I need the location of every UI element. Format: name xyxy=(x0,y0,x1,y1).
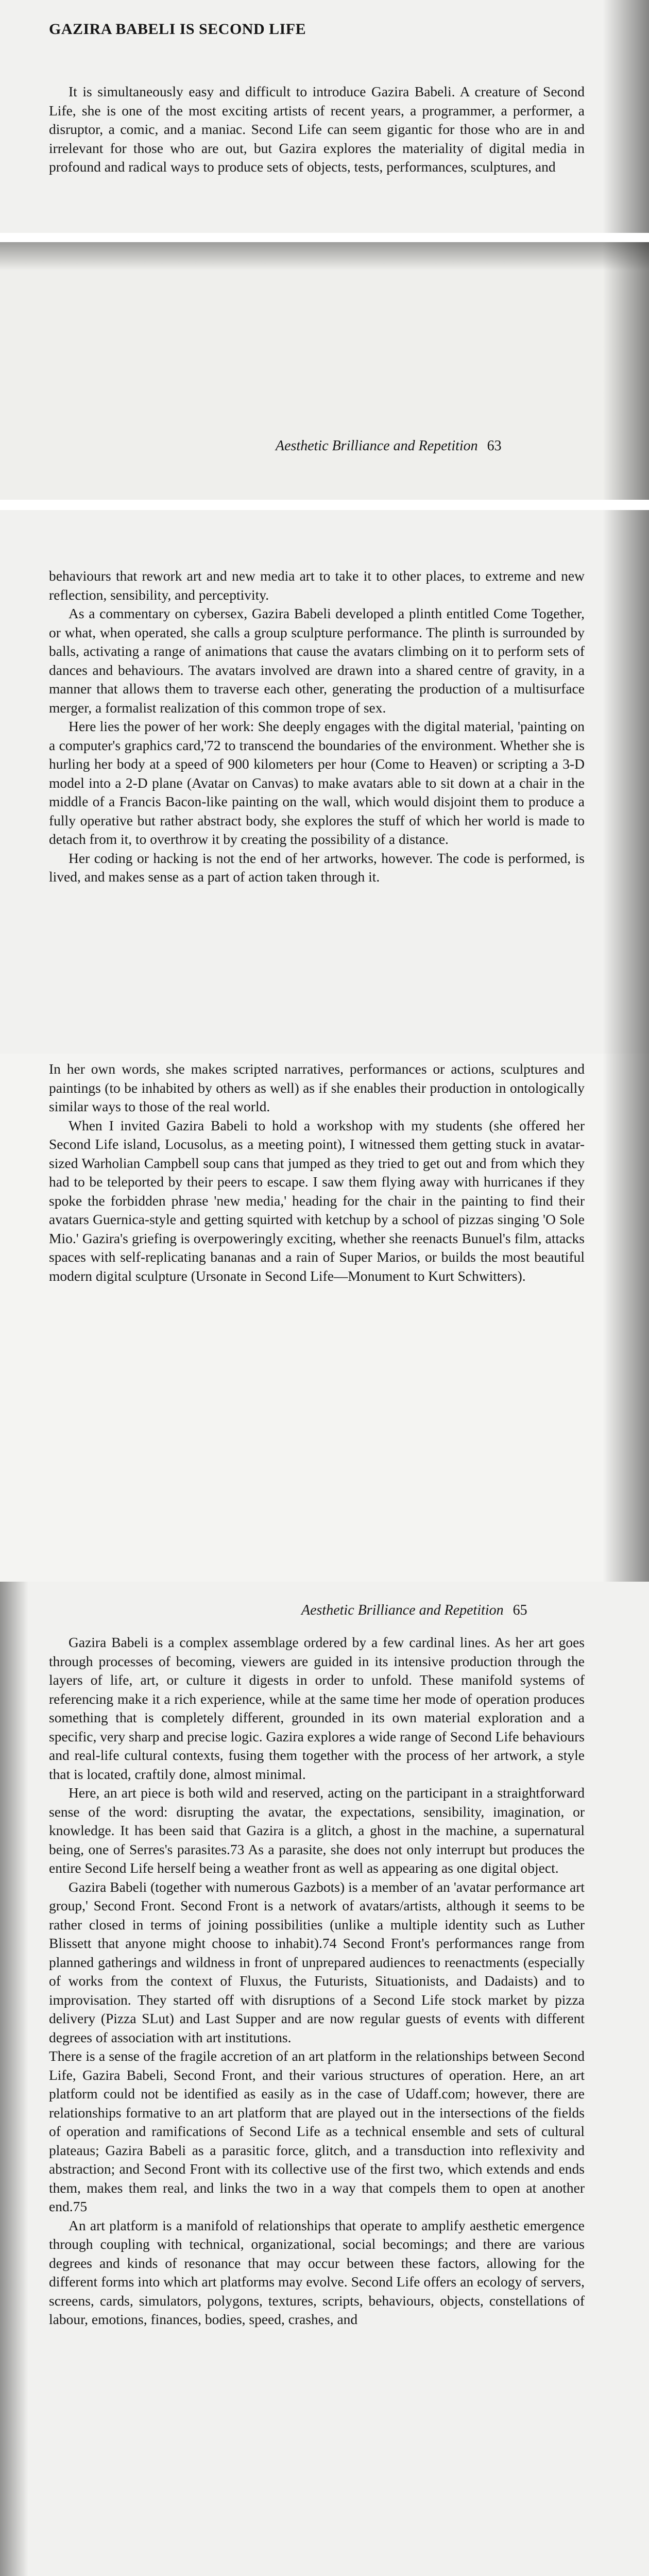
running-head xyxy=(276,438,502,454)
paragraph: An art platform is a manifold of relationships that operate to amplify aesthetic emergence through coupling with technical, organizational, social becomings; and there are various degrees and kinds of resonance that may occur between these factors, allowing for the different forms into which art platforms may evolve. Second Life offers an ecology of servers, screens, cards, simulators, polygons, textures, scripts, behaviours, objects, constellations of labour, emotions, finances, bodies, speed, crashes, and xyxy=(49,2217,585,2327)
paragraph: There is a sense of the fragile accretion of an art platform in the relationships between Second Life, Gazira Babeli, Second Front, and their various structures of operation. Here, an art platform could not be identified as easily as in the case of Udaff.com; however, there are relationships formative to an art platform that are played out in the intersections of the fields of operation and ramifications of Second Life as a technical ensemble and sets of cultural plateaus; Gazira Babeli as a parasitic force, glitch, and a transduction into reflexivity and abstraction; and Second Front with its collective use of the first two, which extends and ends them, makes them real, and links the two in a way that compels them to open at another end.75 xyxy=(49,2048,585,2214)
paragraph: Gazira Babeli (together with numerous Gazbots) is a member of an 'avatar performance art group,' Second Front. Second Front is a network of avatars/artists, although it seems to be rather closed in terms of joining possibilities (unlike a multiple identity such as Luther Blissett that anyone might choose to inhabit).74 Second Front's performances range from planned gatherings and wildness in front of unprepared audiences to reenactments (especially of works from the context of Fluxus, the Futurists, Situationists, and Dadaists) and to improvisation. They started off with disruptions of a Second Life stock market by pizza delivery (Pizza SLut) and Last Supper and are now regular guests of events with different degrees of association with art institutions. xyxy=(49,1878,585,2045)
body-text xyxy=(49,1633,585,2329)
paragraph: Her coding or hacking is not the end of her artworks, however. The code is performed, is lived, and makes sense as a part of action taken through it. xyxy=(49,850,585,885)
paragraph: As a commentary on cybersex, Gazira Babeli developed a plinth entitled Come Together, or what, when operated, she calls a group sculpture performance. The plinth is surrounded by balls, activating a range of animations that cause the avatars climbing on it to perform sets of dances and behaviours. The avatars involved are drawn into a shared centre of gravity, in a manner that allows them to traverse each other, generating the production of a multisurface merger, a formalist realization of this common trope of sex. xyxy=(49,605,585,716)
paragraph: It is simultaneously easy and difficult to introduce Gazira Babeli. A creature of Second Life, she is one of the most exciting artists of recent years, a programmer, a performer, a disruptor, a comic, and a maniac. Second Life can seem gigantic for those who are in and irrelevant for those who are out, but Gazira explores the materiality of digital media in profound and radical ways to produce sets of objects, tests, performances, sculptures, and xyxy=(49,83,585,175)
page-fragment-4 xyxy=(0,1054,649,1587)
running-head xyxy=(301,1602,527,1619)
body-text xyxy=(49,82,585,177)
paragraph: Here, an art piece is both wild and reserved, acting on the participant in a straightforward sense of the word: disrupting the avatar, the expectations, sensibility, imagination, or knowledge. It has been said that Gazira is a glitch, a ghost in the machine, a supernatural being, one of Serres's parasites.73 As a parasite, she does not only interrupt but produces the entire Second Life herself being a weather front as well as appearing as one digital object. xyxy=(49,1785,585,1876)
running-head: GAZIRA BABELI IS SECOND LIFE xyxy=(49,21,306,38)
paragraph: In her own words, she makes scripted narratives, performances or actions, sculptures and paintings (to be inhabited by others as well) as if she enables their production in ontologically similar ways to those of the real world. xyxy=(49,1061,585,1114)
page-number: 63 xyxy=(487,438,502,454)
paragraph: When I invited Gazira Babeli to hold a workshop with my students (she offered her Second Life island, Locusolus, as a meeting point), I witnessed them getting stuck in avatar-sized Warholian Campbell soup cans that jumped as they tried to get out and from which they had to be teleported by their peers to escape. I saw them flying away with hurricanes if they spoke the forbidden phrase 'new media,' heading for the chair in the painting to find their avatars Guernica-style and getting squirted with ketchup by a school of pizzas singing 'O Sole Mio.' Gazira's griefing is overpoweringly exciting, whether she reenacts Bunuel's film, attacks spaces with self-replicating bananas and a rain of Super Marios, or builds the most beautiful modern digital sculpture (Ursonate in Second Life—Monument to Kurt Schwitters). xyxy=(49,1117,585,1284)
page-number: 65 xyxy=(513,1602,527,1618)
paragraph: Gazira Babeli is a complex assemblage ordered by a few cardinal lines. As her art goes through processes of becoming, viewers are guided in its intensive production through the layers of life, art, or culture it digests in order to unfold. These manifold systems of referencing make it a rich experience, while at the same time her mode of operation produces something that is completely different, grounded in its own material exploration and a specific, very sharp and precise logic. Gazira explores a wide range of Second Life behaviours and real-life cultural contexts, fusing them together with the process of her artwork, a style that is located, craftily done, almost minimal. xyxy=(49,1634,585,1782)
paragraph: behaviours that rework art and new media art to take it to other places, to extreme and new reflection, sensibility, and perceptivity. xyxy=(49,568,585,603)
running-head-title: Aesthetic Brilliance and Repetition xyxy=(301,1602,504,1618)
page-fragment-5 xyxy=(0,1582,649,2576)
paragraph: Here lies the power of her work: She deeply engages with the digital material, 'painting on a computer's graphics card,'72 to transcend the boundaries of the environment. Whether she is hurling her body at a speed of 900 kilometers per hour (Come to Heaven) or scripting a 3-D model into a 2-D plane (Avatar on Canvas) to make avatars able to sit down at a chair in the middle of a Francis Bacon-like painting on the wall, which would disjoint them to produce a fully operative but rather abstract body, she explores the stuff of which her world is made to detach from it, to overthrow it by creating the possibility of a distance. xyxy=(49,718,585,847)
body-text xyxy=(49,1060,585,1285)
body-text xyxy=(49,567,585,887)
page-fragment-1 xyxy=(0,0,649,233)
page-fragment-3 xyxy=(0,510,649,1056)
running-head-title: Aesthetic Brilliance and Repetition xyxy=(276,438,478,454)
page-fragment-2 xyxy=(0,242,649,500)
